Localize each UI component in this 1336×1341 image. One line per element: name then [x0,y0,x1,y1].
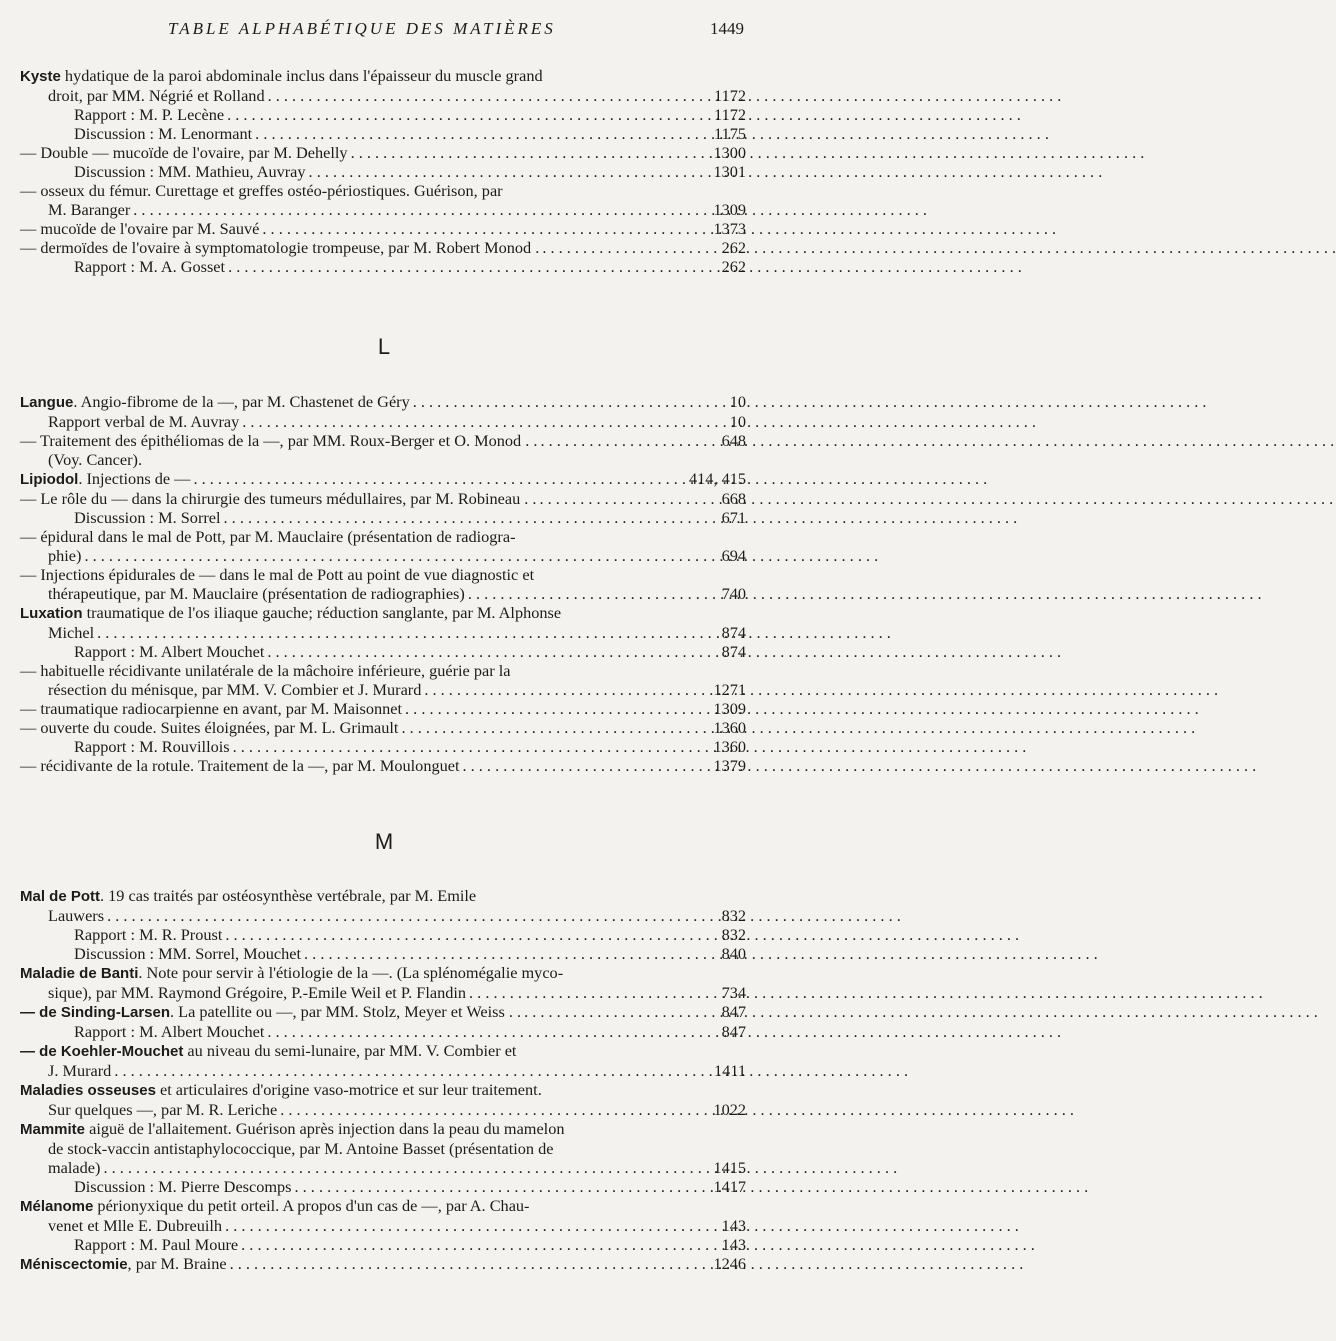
entry-page-number: 847 [721,1002,746,1021]
entry-heading: Maladie de Banti [20,965,139,982]
entry-line [20,162,746,181]
entry-body: et articulaires d'origine vaso-motrice et sur leur traitement. [155,1080,542,1099]
leader-dots [402,699,709,718]
entry-line [20,983,746,1002]
entry-body: Rapport : M. A. Gosset [74,257,226,276]
entry-line [20,124,746,143]
entry-body: hydatique de la paroi abdominale inclus dans l'épaisseur du muscle grand [60,66,543,85]
entry-text [48,86,265,105]
entry-text [20,565,534,584]
index-entry [20,699,746,718]
index-entry [20,886,746,925]
index-entry [20,1196,746,1235]
leader-dots [94,623,717,642]
entry-text [20,489,537,508]
entry-page-number: 414, 415 [689,469,746,488]
leader-dots [521,1002,717,1021]
entry-body: — dermoïdes de l'ovaire à symptomatologie trompeuse, par M. Robert Monod . [20,238,540,257]
entry-text [74,944,301,963]
entry-line [20,1119,746,1139]
entry-body: Rapport : M. P. Lecène [74,105,225,124]
entry-line [20,1158,746,1177]
section-l [20,392,746,775]
entry-page-number: 874 [721,642,746,661]
entry-line [20,66,746,86]
entry-body: . 19 cas traités par ostéosynthèse vertébrale, par M. Emile [100,886,477,905]
leader-dots [227,1254,710,1273]
index-entry [20,508,746,527]
index-entry [20,527,746,565]
entry-body: (Voy. Cancer). [48,450,143,469]
index-entry [20,105,746,124]
leader-dots [222,1216,718,1235]
index-entry [20,718,746,737]
entry-page-number: 668 [721,489,746,508]
running-head-title: TABLE ALPHABÉTIQUE DES MATIÈRES [168,19,556,38]
entry-line [20,925,746,944]
index-entry [20,1119,746,1177]
entry-text [74,1022,264,1041]
entry-text [20,238,539,257]
entry-line [20,412,746,431]
entry-text [48,680,421,699]
leader-dots [100,1158,709,1177]
entry-body: — Injections épidurales de — dans le mal de Pott au point de vue diagnostic et [20,565,535,584]
entry-page-number: 10 [729,412,746,431]
entry-body: Rapport verbal de M. Auvray [48,412,240,431]
entry-body: J. Murard [48,1061,112,1080]
entry-body: M. Baranger [48,200,131,219]
index-entry [20,756,746,775]
index-entry [20,1080,746,1119]
entry-text [48,412,239,431]
entry-body: Rapport : M. R. Proust [74,925,223,944]
leader-dots [537,489,718,508]
entry-text [74,1235,238,1254]
entry-page-number: 1301 [713,162,746,181]
entry-text [74,1177,292,1196]
leader-dots [224,105,710,124]
entry-line [20,906,746,925]
entry-text [20,963,563,983]
entry-heading: Méniscectomie [20,1256,128,1273]
entry-body: . Note pour servir à l'étiologie de la —. (La splénomégalie myco- [138,963,564,982]
entry-heading: Kyste [20,68,61,85]
entry-line [20,143,746,162]
entry-line [20,527,746,546]
entry-body: au niveau du semi-lunaire, par MM. V. Combier et [183,1041,517,1060]
entry-text [20,1119,565,1139]
leader-dots [264,1022,717,1041]
entry-line [20,200,746,219]
entry-line [20,450,746,469]
entry-page-number: 262 [721,238,746,257]
entry-body: Michel [48,623,95,642]
leader-dots [306,162,710,181]
entry-heading: Langue [20,394,74,411]
entry-line [20,603,746,623]
index-entry [20,162,746,181]
entry-body: Discussion : M. Lenormant [74,124,253,143]
entry-line [20,489,746,508]
entry-line [20,105,746,124]
entry-heading: — de Sinding-Larsen [20,1004,171,1021]
entry-text [48,1139,553,1158]
entry-line [20,469,746,489]
entry-page-number: 262 [721,257,746,276]
entry-text [48,200,130,219]
leader-dots [539,238,717,257]
entry-text [74,105,224,124]
entry-text [74,257,225,276]
entry-text [48,546,81,565]
entry-text [20,431,537,450]
leader-dots [466,983,718,1002]
entry-body: — ouverte du coude. Suites éloignées, par M. L. Grimault [20,718,399,737]
leader-dots [111,1061,710,1080]
section-letter-m: M [374,829,394,854]
entry-text [74,925,222,944]
entry-page-number: 671 [721,508,746,527]
index-entry [20,66,746,105]
entry-page-number: 832 [721,906,746,925]
entry-text [20,181,503,200]
entry-text [48,983,466,1002]
section-m [20,886,746,1274]
entry-line [20,623,746,642]
leader-dots [292,1177,710,1196]
entry-body: malade) [48,1158,101,1177]
entry-heading: Lipiodol [20,471,79,488]
entry-page-number: 1415 [713,1158,746,1177]
entry-page-number: 832 [721,925,746,944]
entry-page-number: 734 [721,983,746,1002]
entry-page-number: 1300 [713,143,746,162]
entry-line [20,1061,746,1080]
entry-page-number: 847 [721,1022,746,1041]
leader-dots [277,1100,709,1119]
section-k [20,66,746,276]
entry-line [20,392,746,412]
entry-text [48,623,94,642]
entry-body: — Traitement des épithéliomas de la —, par MM. Roux-Berger et O. Monod . . [20,431,538,450]
index-entry [20,661,746,699]
leader-dots [265,86,710,105]
entry-text [74,124,252,143]
entry-text [48,584,465,603]
entry-line [20,963,746,983]
leader-dots [190,469,685,488]
entry-line [20,699,746,718]
entry-body: . Angio-fibrome de la —, par M. Chastenet de Géry [73,392,410,411]
index-entry [20,603,746,642]
entry-heading: Mal de Pott [20,888,101,905]
leader-dots [130,200,709,219]
leader-dots [239,412,725,431]
entry-page-number: 1360 [713,718,746,737]
entry-body: Discussion : M. Pierre Descomps [74,1177,292,1196]
leader-dots [465,584,718,603]
index-entry [20,1002,746,1022]
index-entry [20,963,746,1002]
entry-page-number: 1022 [713,1100,746,1119]
leader-dots [259,219,709,238]
entry-body: Discussion : MM. Sorrel, Mouchet [74,944,302,963]
leader-dots [537,431,717,450]
entry-text [74,162,306,181]
entry-line [20,565,746,584]
entry-page-number: 10 [729,392,746,411]
entry-line [20,238,746,257]
entry-heading: — de Koehler-Mouchet [20,1043,184,1060]
index-entry [20,412,746,431]
entry-line [20,1216,746,1235]
entry-body: — osseux du fémur. Curettage et greffes ostéo-périostiques. Guérison, par [20,181,503,200]
entry-text [20,661,510,680]
entry-text [20,66,543,86]
entry-line [20,584,746,603]
index-entry [20,431,746,469]
entry-line [20,181,746,200]
entry-page-number: 694 [721,546,746,565]
running-head [0,19,800,43]
index-entry [20,642,746,661]
entry-body: Rapport : M. Albert Mouchet [74,1022,265,1041]
entry-page-number: 648 [721,431,746,450]
entry-body: traumatique de l'os iliaque gauche; réduction sanglante, par M. Alphonse [82,603,562,622]
entry-body: sique), par MM. Raymond Grégoire, P.-Emile Weil et P. Flandin [48,983,467,1002]
entry-body: . La patellite ou —, par MM. Stolz, Meyer et Weiss . . [170,1002,522,1021]
entry-line [20,944,746,963]
leader-dots [264,642,717,661]
entry-line [20,1080,746,1100]
entry-text [20,756,460,775]
index-entry [20,143,746,162]
index-entry [20,944,746,963]
leader-dots [460,756,710,775]
entry-body: — épidural dans le mal de Pott, par M. Mauclaire (présentation de radiogra- [20,527,516,546]
leader-dots [348,143,710,162]
index-entry [20,257,746,276]
leader-dots [421,680,709,699]
entry-page-number: 1175 [714,124,746,143]
leader-dots [221,508,718,527]
entry-page-number: 1172 [714,86,746,105]
entry-body: phie) [48,546,82,565]
entry-line [20,737,746,756]
entry-body: Lauwers [48,906,105,925]
entry-page-number: 1172 [714,105,746,124]
entry-text [48,1216,222,1235]
index-entry [20,392,746,412]
leader-dots [238,1235,717,1254]
index-entry [20,737,746,756]
index-entry [20,1235,746,1254]
entry-page-number: 1271 [713,680,746,699]
leader-dots [81,546,717,565]
entry-body: — Double — mucoïde de l'ovaire, par M. Dehelly [20,143,348,162]
entry-line [20,756,746,775]
entry-text [20,603,561,623]
entry-body: — mucoïde de l'ovaire par M. Sauvé [20,219,260,238]
entry-line [20,1254,746,1274]
entry-body: , par M. Braine [127,1254,227,1273]
index-entry [20,181,746,219]
entry-text [20,1080,542,1100]
entry-heading: Luxation [20,605,83,622]
entry-body: venet et Mlle E. Dubreuilh [48,1216,223,1235]
entry-body: — traumatique radiocarpienne en avant, par M. Maisonnet [20,699,403,718]
index-entry [20,1022,746,1041]
entry-line [20,886,746,906]
index-entry [20,925,746,944]
index-entry [20,124,746,143]
entry-body: Rapport : M. Paul Moure [74,1235,239,1254]
leader-dots [410,392,726,411]
entry-text [74,642,264,661]
entry-text [48,1061,111,1080]
entry-page-number: 1373 [713,219,746,238]
entry-body: Discussion : MM. Mathieu, Auvray [74,162,306,181]
entry-body: résection du ménisque, par MM. V. Combier et J. Murard [48,680,422,699]
leader-dots [252,124,710,143]
section-letter-l: L [377,334,391,359]
leader-dots [398,718,709,737]
entry-line [20,1041,746,1061]
entry-page-number: 1309 [713,200,746,219]
entry-text [20,886,476,906]
entry-heading: Mélanome [20,1198,94,1215]
entry-line [20,642,746,661]
entry-body: Rapport : M. Rouvillois [74,737,230,756]
entry-text [20,392,410,412]
index-entry [20,469,746,489]
entry-line [20,1002,746,1022]
entry-body: — Le rôle du — dans la chirurgie des tumeurs médullaires, par M. Robineau . . [20,489,537,508]
entry-text [74,737,230,756]
index-entry [20,219,746,238]
entry-line [20,546,746,565]
entry-line [20,1139,746,1158]
entry-text [20,699,402,718]
entry-body: thérapeutique, par M. Mauclaire (présentation de radiographies) [48,584,465,603]
entry-line [20,508,746,527]
entry-line [20,1235,746,1254]
leader-dots [222,925,717,944]
entry-body: . Injections de — [78,469,191,488]
entry-line [20,219,746,238]
entry-page-number: 1411 [714,1061,746,1080]
entry-page-number: 143 [721,1216,746,1235]
entry-page-number: 1246 [713,1254,746,1273]
entry-text [48,1158,100,1177]
entry-text [48,450,142,469]
entry-body: Rapport : M. Albert Mouchet [74,642,265,661]
entry-page-number: 874 [721,623,746,642]
index-entry [20,565,746,603]
entry-line [20,257,746,276]
entry-body: de stock-vaccin antistaphylococcique, par M. Antoine Basset (présentation de [48,1139,554,1158]
entry-body: Discussion : M. Sorrel [74,508,221,527]
entry-page-number: 1379 [713,756,746,775]
entry-text [20,718,398,737]
entry-body: Sur quelques —, par M. R. Leriche [48,1100,278,1119]
entry-line [20,1196,746,1216]
entry-body: — récidivante de la rotule. Traitement de la —, par M. Moulonguet [20,756,460,775]
entry-text [20,143,348,162]
entry-text [20,1254,227,1274]
entry-line [20,1022,746,1041]
entry-text [20,1002,521,1022]
entry-text [20,1196,529,1216]
index-entry [20,1177,746,1196]
entry-body: aiguë de l'allaitement. Guérison après injection dans la peau du mamelon [85,1119,565,1138]
entry-page-number: 840 [721,944,746,963]
entry-text [74,508,221,527]
index-entry [20,1254,746,1274]
entry-body: périonyxique du petit orteil. A propos d'un cas de —, par A. Chau- [93,1196,530,1215]
leader-dots [301,944,718,963]
entry-body: droit, par MM. Négrié et Rolland [48,86,265,105]
index-entry [20,489,746,508]
entry-line [20,431,746,450]
index-entry [20,1041,746,1080]
leader-dots [225,257,718,276]
entry-line [20,680,746,699]
entry-page-number: 1417 [713,1177,746,1196]
entry-text [48,906,104,925]
entry-text [20,469,190,489]
entry-page-number: 1309 [713,699,746,718]
entry-line [20,661,746,680]
entry-page-number: 1360 [713,737,746,756]
leader-dots [230,737,710,756]
entry-text [20,527,516,546]
index-entry [20,238,746,257]
leader-dots [104,906,718,925]
entry-text [20,219,259,238]
entry-body: — habituelle récidivante unilatérale de la mâchoire inférieure, guérie par la [20,661,511,680]
entry-page-number: 143 [721,1235,746,1254]
entry-heading: Mammite [20,1121,86,1138]
entry-heading: Maladies osseuses [20,1082,156,1099]
entry-line [20,1100,746,1119]
entry-page-number: 740 [721,584,746,603]
entry-text [48,1100,277,1119]
entry-line [20,718,746,737]
entry-text [20,1041,516,1061]
entry-line [20,1177,746,1196]
entry-line [20,86,746,105]
page-number: 1449 [710,19,744,38]
